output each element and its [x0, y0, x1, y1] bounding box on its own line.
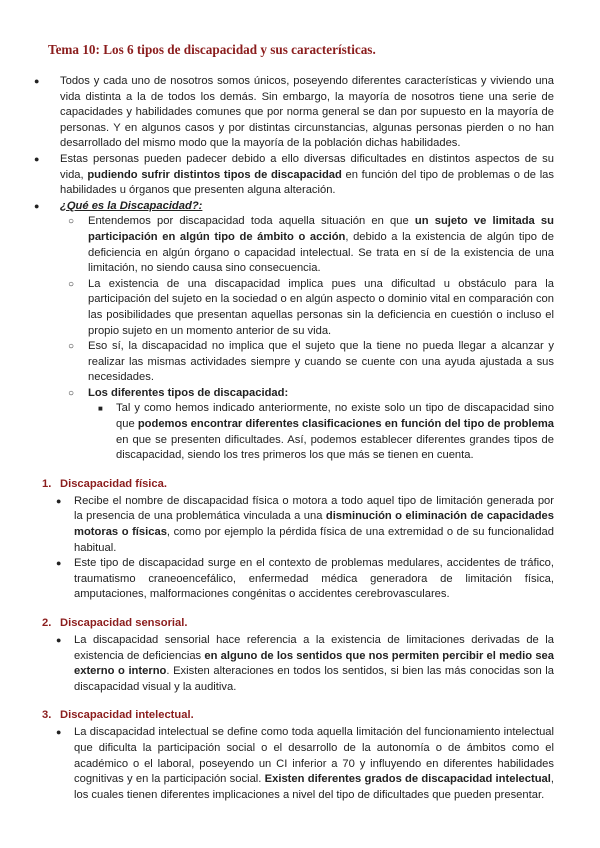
- intro-paragraph-2: ● Estas personas pueden padecer debido a ello diversas dificultades en distintos aspectos de su vida, pudiendo sufrir distintos tipos de discapacidad en función del tipo de problemas o de las habilidades u órganos que presenten alguna alteración.: [34, 152, 554, 197]
- section-heading-physical: 1. Discapacidad física.: [42, 477, 167, 490]
- bullet-circle-icon: ○: [68, 278, 75, 290]
- bullet-dot-icon: ●: [34, 153, 40, 164]
- question-heading: ● ¿Qué es la Discapacidad?:: [60, 199, 554, 215]
- section-intellectual-item-1: ● La discapacidad intelectual se define como toda aquella limitación del funcionamiento intelectual que dificulta la participación social o el desarrollo de la autonomía o de ámbitos como el académico o el laboral, poseyendo un CI inferior a 70 y influyendo en diferentes habilidades cognitivas y en la participación social. Existen diferentes grados de discapacidad intelectual, los cuales tienen diferentes implicaciones a nivel del tipo de dificultades que pueden presentar.: [56, 726, 554, 801]
- bullet-dot-icon: ●: [56, 727, 62, 738]
- definition-item-1: ○ Entendemos por discapacidad toda aquella situación en que un sujeto ve limitada su participación en algún tipo de ámbito o acción, debido a la existencia de algún tipo de deficiencia en algún órgano o capacidad intelectual. Se trata en sí de la existencia de una limitación, no siendo causa sino consecuencia.: [68, 215, 554, 275]
- bullet-dot-icon: ●: [34, 76, 40, 86]
- bullet-square-icon: ■: [98, 404, 103, 414]
- bullet-circle-icon: ○: [68, 341, 75, 353]
- definition-item-2: ○ La existencia de una discapacidad implica pues una dificultad u obstáculo para la participación del sujeto en la sociedad o en algún aspecto o dominio vital en comparación con las posibilidades que presentan aquellas personas sin la deficiencia en cuestión o incluso el propio sujeto en un momento anterior de su vida.: [68, 277, 554, 337]
- intro-paragraph-1: ● Todos y cada uno de nosotros somos únicos, poseyendo diferentes características y viviendo una vida distinta a la de todos los demás. Sin embargo, la mayoría de nosotros tiene una serie de capacidades y habilidades comunes que por norma general se dan por supuesto en la mayoría de personas. Y en algunos casos y por distintas circunstancias, algunas personas pierden o no han desarrollado del mismo modo que la mayoría de la población dichas habilidades.: [34, 75, 554, 150]
- section-heading-sensory: 2. Discapacidad sensorial.: [42, 617, 188, 629]
- types-paragraph: ■ Tal y como hemos indicado anteriormente, no existe solo un tipo de discapacidad sino que podemos encontrar diferentes clasificaciones en función del tipo de problema en que se presenten dificultades. Así, podemos establecer diferentes grandes tipos de discapacidad, siendo los tres primeros los que más se tienen en cuenta.: [98, 402, 554, 462]
- definition-item-3: ○ Eso sí, la discapacidad no implica que el sujeto que la tiene no pueda llegar a alcanzar y realizar las mismas actividades siempre y cuando se cuente con una ayuda ajustada a sus necesidades.: [68, 340, 554, 384]
- bullet-dot-icon: ●: [34, 200, 40, 211]
- bullet-circle-icon: ○: [68, 216, 75, 228]
- section-heading-intellectual: 3. Discapacidad intelectual.: [42, 709, 194, 722]
- document-body: [0, 74, 600, 803]
- types-heading: ○ Los diferentes tipos de discapacidad:: [88, 386, 554, 402]
- bullet-dot-icon: ●: [56, 495, 62, 506]
- section-sensory-item-1: ● La discapacidad sensorial hace referencia a la existencia de limitaciones derivadas de la existencia de deficiencias en alguno de los sentidos que nos permiten percibir el medio sea externo o interno. Existen alteraciones en todos los sentidos, si bien las más conocidas son la discapacidad visual y la auditiva.: [56, 634, 554, 693]
- section-physical-item-1: ● Recibe el nombre de discapacidad física o motora a todo aquel tipo de limitación generada por la presencia de una problemática vinculada a una disminución o eliminación de capacidades motoras o físicas, como por ejemplo la pérdida física de una extremidad o de su funcionalidad habitual.: [56, 494, 555, 554]
- bullet-circle-icon: ○: [68, 387, 75, 399]
- document-title: Tema 10: Los 6 tipos de discapacidad y sus características.: [48, 42, 376, 57]
- section-physical-item-2: ● Este tipo de discapacidad surge en el contexto de problemas medulares, accidentes de tráfico, traumatismo craneoencefálico, enfermedad médica generadora de limitación física, amputaciones, malformaciones congénitas o accidentes cerebrovasculares.: [56, 557, 554, 601]
- bullet-dot-icon: ●: [56, 558, 62, 569]
- bullet-dot-icon: ●: [56, 635, 62, 645]
